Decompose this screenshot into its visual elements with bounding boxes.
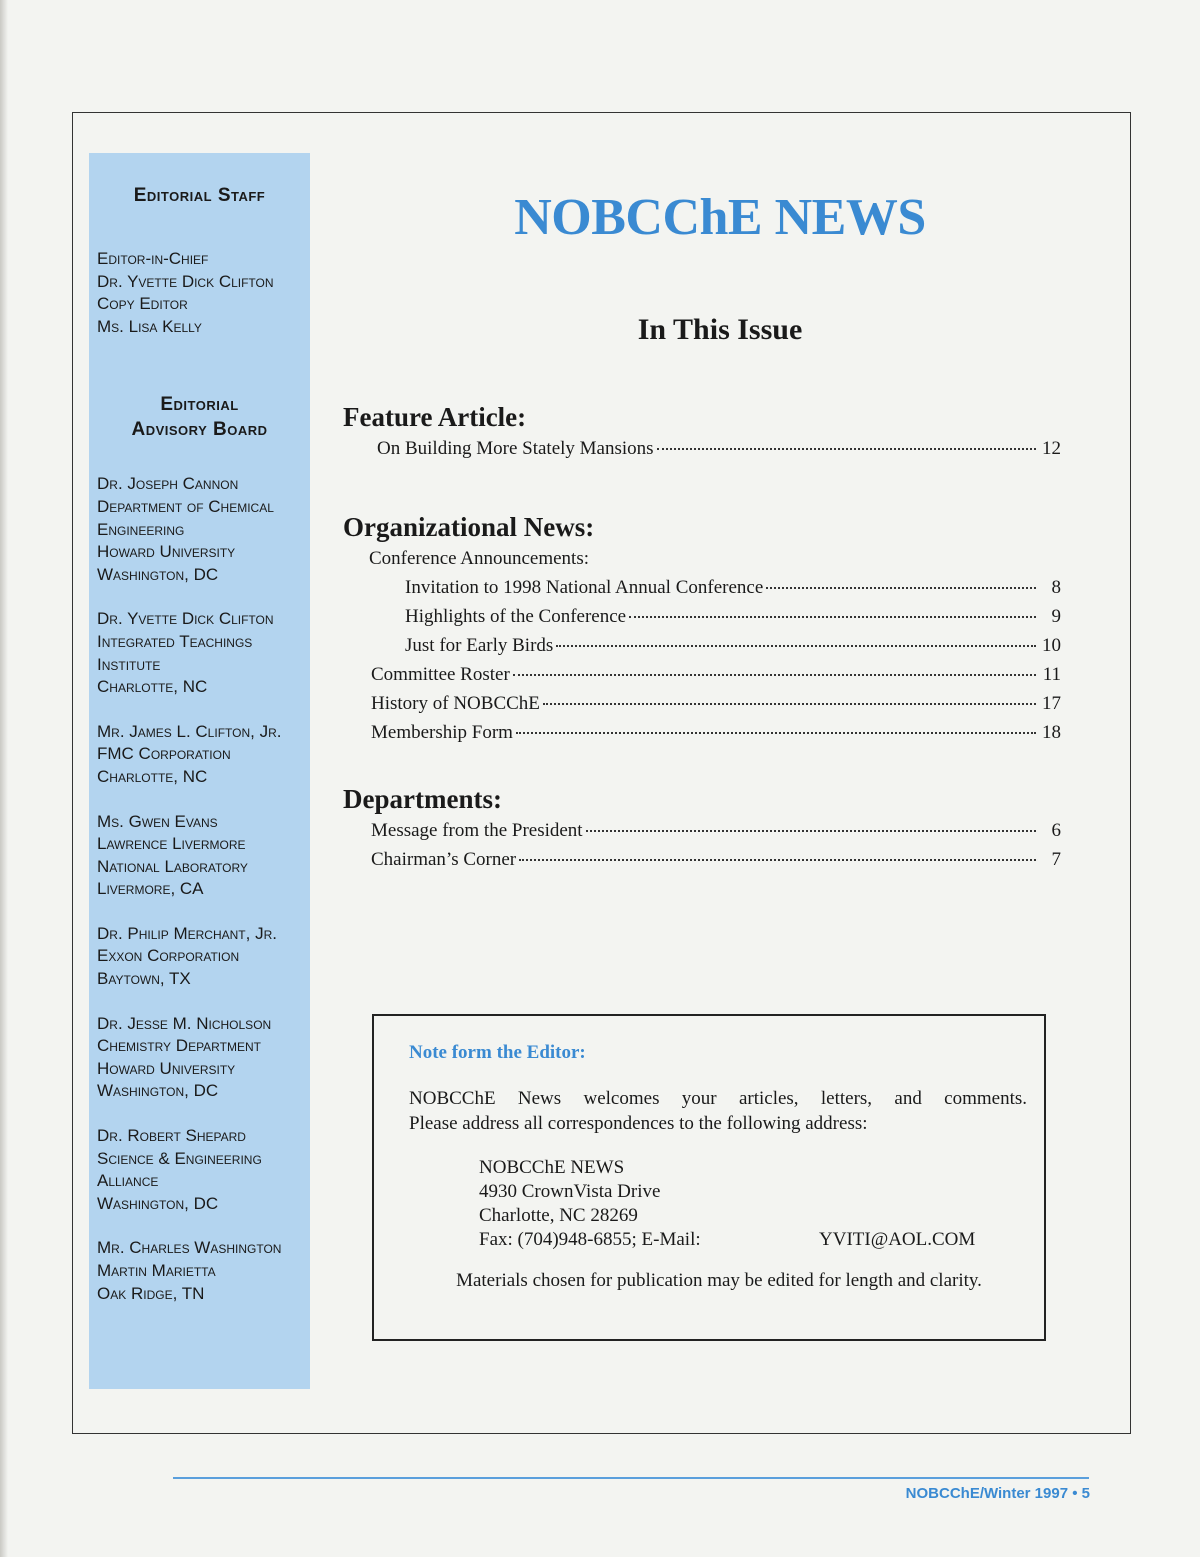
masthead-title: NOBCChE NEWS [514, 189, 926, 246]
toc-page-number: 10 [1042, 635, 1061, 656]
editor-note-title: Note form the Editor: [409, 1042, 586, 1063]
address-street: 4930 CrownVista Drive [479, 1181, 661, 1202]
toc-entry-label: Just for Early Birds [405, 635, 554, 656]
board-member-affiliation: Integrated Teachings [97, 631, 253, 651]
footer-rule [173, 1477, 1089, 1479]
toc-page-number: 12 [1042, 438, 1061, 459]
board-member [97, 1125, 310, 1215]
toc-entry[interactable] [343, 718, 1061, 747]
board-member-name: Dr. Philip Merchant, Jr. [97, 923, 277, 943]
board-member-affiliation: Science & Engineering [97, 1148, 262, 1168]
board-member-affiliation: Charlotte, NC [97, 677, 208, 697]
toc-page-number: 11 [1042, 664, 1061, 685]
board-member-affiliation: Institute [97, 654, 161, 674]
board-member [97, 721, 310, 789]
advisory-board-heading [97, 392, 310, 442]
toc-leader-dots [766, 587, 1036, 589]
toc-section-heading: Organizational News: [343, 512, 595, 542]
editorial-sidebar [89, 153, 310, 1389]
board-member-affiliation: National Laboratory [97, 856, 248, 876]
toc-entry[interactable] [343, 660, 1061, 689]
toc-page-number: 7 [1051, 849, 1061, 870]
editorial-staff-heading: Editorial Staff [133, 185, 266, 206]
toc-subheading: Conference Announcements: [369, 548, 590, 569]
toc-section-heading: Feature Article: [343, 402, 527, 432]
board-member [97, 1237, 310, 1305]
fax-number: Fax: (704)948-6855; E-Mail: [479, 1229, 701, 1250]
board-member-affiliation: Washington, DC [97, 564, 219, 584]
toc-section-heading: Departments: [343, 784, 502, 814]
toc-entry-label: On Building More Stately Mansions [377, 438, 654, 459]
issue-title: In This Issue [637, 313, 803, 346]
board-member-affiliation: Washington, DC [97, 1081, 219, 1101]
address-city: Charlotte, NC 28269 [479, 1205, 638, 1226]
editor-note-line: Please address all correspondences to the following address: [409, 1113, 868, 1134]
toc-page-number: 9 [1051, 606, 1061, 627]
toc-entry[interactable] [343, 434, 1061, 463]
page-edge [0, 0, 8, 1557]
contact-row [479, 1228, 1044, 1252]
toc-organizational-section [343, 510, 1073, 747]
board-member-name: Dr. Jesse M. Nicholson [97, 1013, 272, 1033]
staff-name: Dr. Yvette Dick Clifton [97, 271, 274, 291]
page-footer: NOBCChE/Winter 1997 • 5 [905, 1485, 1090, 1502]
toc-page-number: 17 [1042, 693, 1061, 714]
board-member-name: Mr. James L. Clifton, Jr. [97, 721, 282, 741]
board-member-name: Dr. Robert Shepard [97, 1126, 246, 1146]
toc-leader-dots [657, 448, 1036, 450]
toc-entry[interactable] [343, 631, 1061, 660]
advisory-board-heading-line2: Advisory Board [131, 419, 268, 441]
toc-entry-label: Membership Form [371, 722, 513, 743]
toc-entry-label: History of NOBCChE [371, 693, 540, 714]
staff-name: Ms. Lisa Kelly [97, 316, 202, 336]
toc-leader-dots [516, 732, 1036, 734]
advisory-board-heading-line1: Editorial [160, 394, 239, 416]
toc-entry-label: Message from the President [371, 820, 583, 841]
board-member-affiliation: Baytown, TX [97, 969, 191, 989]
staff-list [97, 248, 310, 338]
board-member-affiliation: Lawrence Livermore [97, 834, 246, 854]
board-member [97, 1013, 310, 1103]
toc-entry-label: Invitation to 1998 National Annual Conference [405, 577, 764, 598]
toc-departments-section [343, 782, 1073, 874]
board-member-name: Dr. Yvette Dick Clifton [97, 609, 274, 629]
editor-note-box [372, 1014, 1046, 1341]
toc-leader-dots [586, 830, 1036, 832]
board-member-affiliation: Howard University [97, 542, 236, 562]
board-member [97, 811, 310, 901]
board-member-affiliation: Engineering [97, 519, 185, 539]
toc-entry-label: Highlights of the Conference [405, 606, 627, 627]
board-member [97, 608, 310, 698]
toc-leader-dots [629, 616, 1036, 618]
board-member-affiliation: Martin Marietta [97, 1261, 216, 1280]
board-member [97, 473, 310, 586]
toc-leader-dots [543, 703, 1036, 705]
board-member-name: Ms. Gwen Evans [97, 811, 218, 831]
toc-entry[interactable] [343, 845, 1061, 874]
toc-page-number: 18 [1042, 722, 1061, 743]
toc-entry[interactable] [343, 573, 1061, 602]
board-member-affiliation: Oak Ridge, TN [97, 1283, 205, 1303]
toc-leader-dots [556, 645, 1036, 647]
board-member-affiliation: FMC Corporation [97, 744, 231, 764]
toc-entry[interactable] [343, 689, 1061, 718]
board-member-affiliation: Howard University [97, 1058, 236, 1078]
address-name: NOBCChE NEWS [479, 1157, 625, 1178]
mailing-address [409, 1156, 1044, 1252]
email-address[interactable]: YVITI@AOL.COM [819, 1229, 976, 1250]
editor-note-line: NOBCChE News welcomes your articles, letters, and comments. [409, 1088, 1027, 1109]
board-member-affiliation: Exxon Corporation [97, 946, 240, 966]
toc-leader-dots [519, 859, 1036, 861]
toc-entry-label: Committee Roster [371, 664, 510, 685]
toc-feature-section [343, 400, 1073, 463]
board-member-list [97, 473, 310, 1305]
board-member-affiliation: Charlotte, NC [97, 766, 208, 786]
board-member-name: Dr. Joseph Cannon [97, 474, 239, 494]
staff-role: Copy Editor [97, 294, 188, 314]
toc-entry-label: Chairman’s Corner [371, 849, 517, 870]
board-member-affiliation: Department of Chemical [97, 496, 274, 516]
toc-page-number: 6 [1051, 820, 1061, 841]
board-member-affiliation: Livermore, CA [97, 879, 204, 899]
board-member-name: Mr. Charles Washington [97, 1238, 282, 1258]
toc-leader-dots [513, 674, 1036, 676]
board-member-affiliation: Washington, DC [97, 1193, 219, 1213]
toc-page-number: 8 [1051, 577, 1061, 598]
board-member [97, 923, 310, 991]
table-of-contents [343, 400, 1073, 874]
board-member-affiliation: Chemistry Department [97, 1036, 261, 1056]
toc-entry[interactable] [343, 602, 1061, 631]
board-member-affiliation: Alliance [97, 1171, 159, 1191]
staff-role: Editor-in-Chief [97, 249, 209, 268]
editor-note-closing: Materials chosen for publication may be edited for length and clarity. [456, 1270, 982, 1291]
toc-entry[interactable] [343, 816, 1061, 845]
